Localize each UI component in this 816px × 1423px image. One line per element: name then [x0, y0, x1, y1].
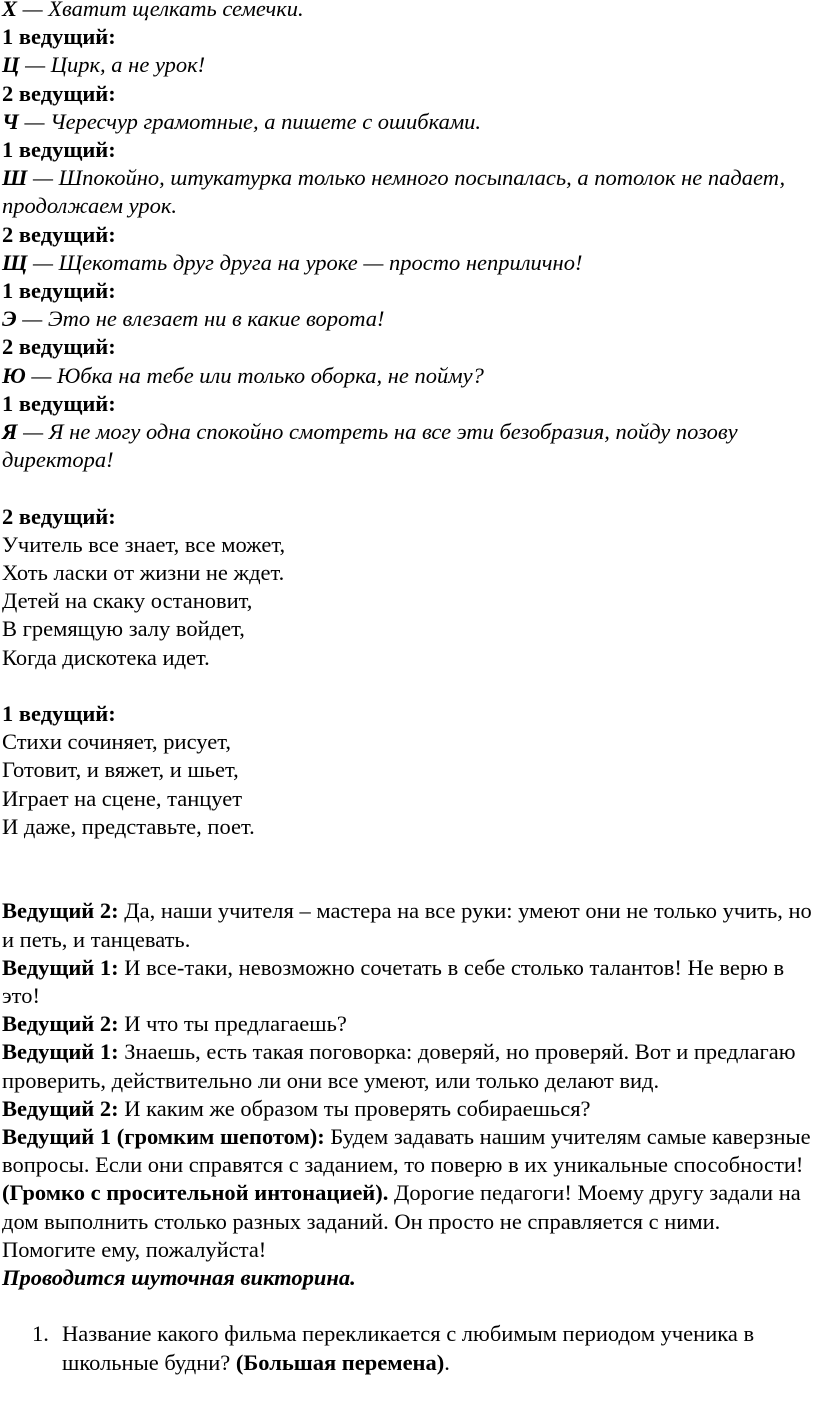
poem-line: Играет на сцене, танцует: [2, 785, 243, 811]
document-page: [2, 0, 812, 1377]
speaker-label: 1 ведущий:: [2, 278, 116, 304]
dialogue-line: Х — Хватит щелкать семечки.: [2, 0, 304, 21]
speaker-label: 1 ведущий:: [2, 137, 116, 163]
speaker-label: 1 ведущий:: [2, 390, 116, 416]
dialogue-paragraph: Ведущий 1: Знаешь, есть такая поговорка: доверяй, но проверяй. Вот и предлагаю проверить, действительно ли они все умеют, или только делают вид.: [2, 1039, 796, 1093]
dialogue-line: Ц — Цирк, а не урок!: [2, 52, 206, 78]
dialogue-line: Ш — Шпокойно, штукатурка только немного посыпалась, а потолок не падает, продолжаем урок.: [2, 165, 786, 219]
poem-line: Детей на скаку остановит,: [2, 588, 253, 614]
poem-line: Когда дискотека идет.: [2, 644, 210, 670]
poem-line: Хоть ласки от жизни не ждет.: [2, 560, 285, 586]
dialogue-paragraph: Ведущий 1: И все-таки, невозможно сочетать в себе столько талантов! Не верю в это!: [2, 954, 785, 1009]
dialogue-paragraph: Ведущий 2: Да, наши учителя – мастера на все руки: умеют они не только учить, но и петь, и танцевать.: [2, 898, 812, 952]
poem-line: Стихи сочиняет, рисует,: [2, 729, 231, 755]
speaker-label: 1 ведущий:: [2, 701, 116, 727]
quiz-item: 1. Название какого фильма перекликается с любимым периодом ученика в школьные будни? (Большая перемена).: [32, 1321, 755, 1375]
quiz-answer: (Большая перемена): [235, 1349, 445, 1375]
speaker-label: 2 ведущий:: [2, 334, 116, 360]
dialogue-paragraph: Ведущий 2: И что ты предлагаешь?: [2, 1011, 347, 1037]
speaker-label: 2 ведущий:: [2, 221, 116, 247]
speaker-label: 1 ведущий:: [2, 24, 116, 50]
poem-line: Готовит, и вяжет, и шьет,: [2, 757, 239, 783]
spacer: [2, 841, 812, 897]
speaker-label: 2 ведущий:: [2, 503, 116, 529]
quiz-question: Название какого фильма перекликается с любимым периодом ученика в школьные будни?: [62, 1321, 755, 1375]
quiz-heading: Проводится шуточная викторина.: [2, 1265, 356, 1291]
dialogue-line: Э — Это не влезает ни в какие ворота!: [2, 306, 385, 332]
poem-line: И даже, представьте, поет.: [2, 813, 255, 839]
dialogue-line: Ч — Чересчур грамотные, а пишете с ошибками.: [2, 108, 482, 134]
poem-line: Учитель все знает, все может,: [2, 531, 286, 557]
dialogue-line: Щ — Щекотать друг друга на уроке — просто неприлично!: [2, 249, 583, 275]
whisper-paragraph: Ведущий 1 (громким шепотом): Будем задавать нашим учителям самые каверзные вопросы. Если они справятся с заданием, то поверю в их уникальные способности! (Громко с просительной интонацией). Дорогие педагоги! Моему другу задали на дом выполнить столько разных заданий. Он просто не справляется с ними. Помогите ему, пожалуйста!: [2, 1124, 811, 1262]
spacer: [2, 672, 812, 700]
spacer: [2, 474, 812, 502]
quiz-item-number: 1.: [32, 1321, 49, 1347]
speaker-label: 2 ведущий:: [2, 80, 116, 106]
dialogue-paragraph: Ведущий 2: И каким же образом ты проверять собираешься?: [2, 1095, 591, 1121]
poem-line: В гремящую залу войдет,: [2, 616, 245, 642]
dialogue-line: Я — Я не могу одна спокойно смотреть на все эти безобразия, пойду позову директора!: [2, 419, 738, 473]
dialogue-line: Ю — Юбка на тебе или только оборка, не пойму?: [2, 362, 484, 388]
